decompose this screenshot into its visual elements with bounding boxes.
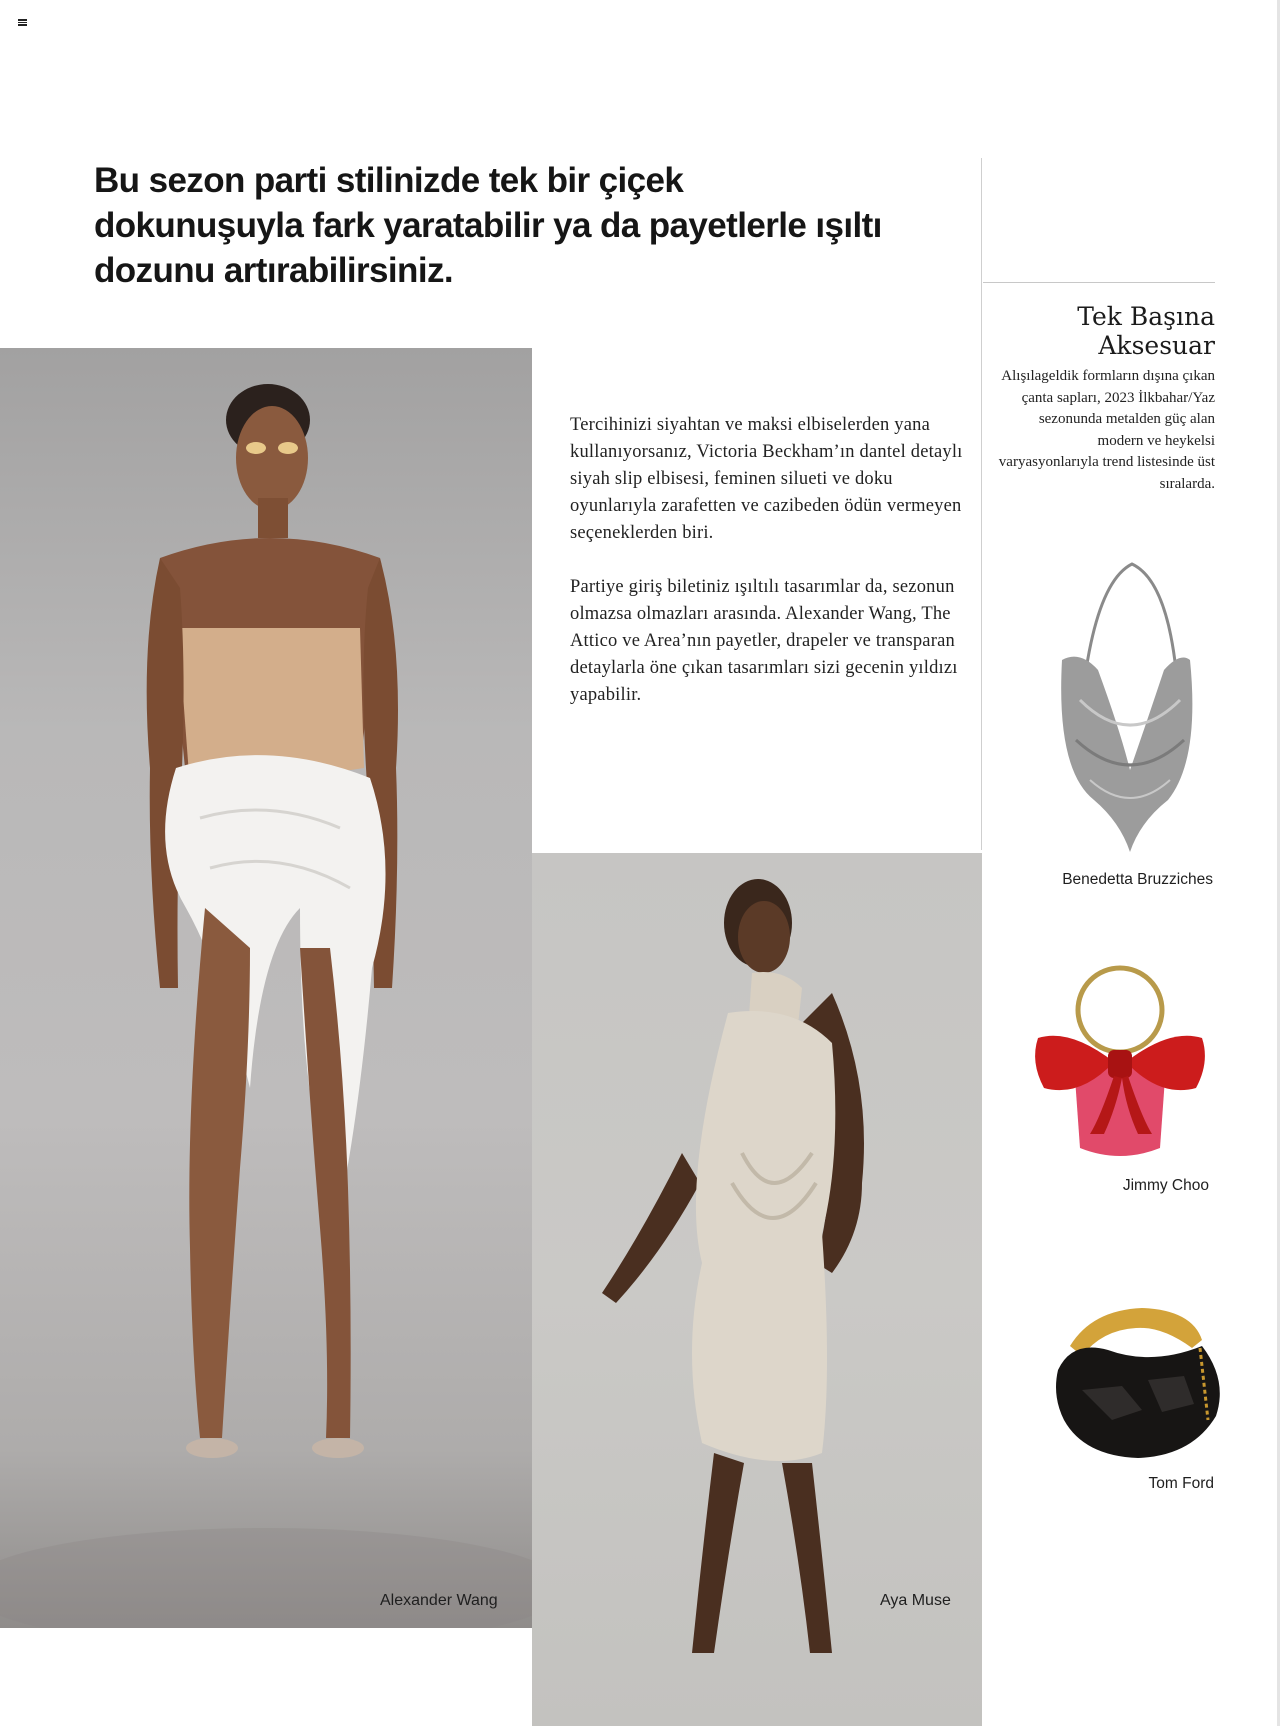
model-white-skirt-illustration bbox=[0, 348, 532, 1628]
column-divider bbox=[981, 158, 982, 850]
body-paragraph-2: Partiye giriş biletiniz ışıltılı tasarımlar da, sezonun olmazsa olmazları arasında. Alexander Wang, The Attico ve Area’nın payetler, drapeler ve transparan detaylarla öne çıkan tasarımları sizi gecenin yıldızı yapabilir. bbox=[570, 577, 958, 705]
menu-icon[interactable] bbox=[18, 19, 27, 26]
photo-alexander-wang bbox=[0, 348, 532, 1628]
body-paragraph-1: Tercihinizi siyahtan ve maksi elbiselerden yana kullanıyorsanız, Victoria Beckham’ın dantel detaylı siyah slip elbisesi, feminen silueti ve doku oyunlarıyla zarafetten ve cazibeden ödün vermeyen seçeneklerden biri. bbox=[570, 415, 963, 543]
black-croc-bag-icon bbox=[1052, 1300, 1222, 1466]
red-bow-bag-icon bbox=[1030, 958, 1210, 1166]
caption-aya-muse: Aya Muse bbox=[880, 1592, 951, 1609]
caption-tom-ford: Tom Ford bbox=[1148, 1475, 1214, 1492]
chainmail-bag-icon bbox=[1040, 560, 1200, 856]
caption-benedetta-bruzziches: Benedetta Bruzziches bbox=[1062, 871, 1213, 888]
headline: Bu sezon parti stilinizde tek bir çiçek dokunuşuyla fark yaratabilir ya da payetlerle ışıltı dozunu artırabilirsiniz. bbox=[94, 161, 882, 290]
caption-jimmy-choo: Jimmy Choo bbox=[1122, 1177, 1209, 1194]
sidebar-rule bbox=[983, 282, 1215, 283]
sidebar-title: Tek Başına Aksesuar bbox=[1077, 302, 1215, 360]
sidebar-text: Alışılageldik formların dışına çıkan çanta sapları, 2023 İlkbahar/Yaz sezonunda metalden güç alan modern ve heykelsi varyasyonlarıyla trend listesinde üst sıralarda. bbox=[998, 368, 1215, 492]
article-body bbox=[570, 412, 970, 736]
caption-alexander-wang: Alexander Wang bbox=[380, 1592, 498, 1609]
